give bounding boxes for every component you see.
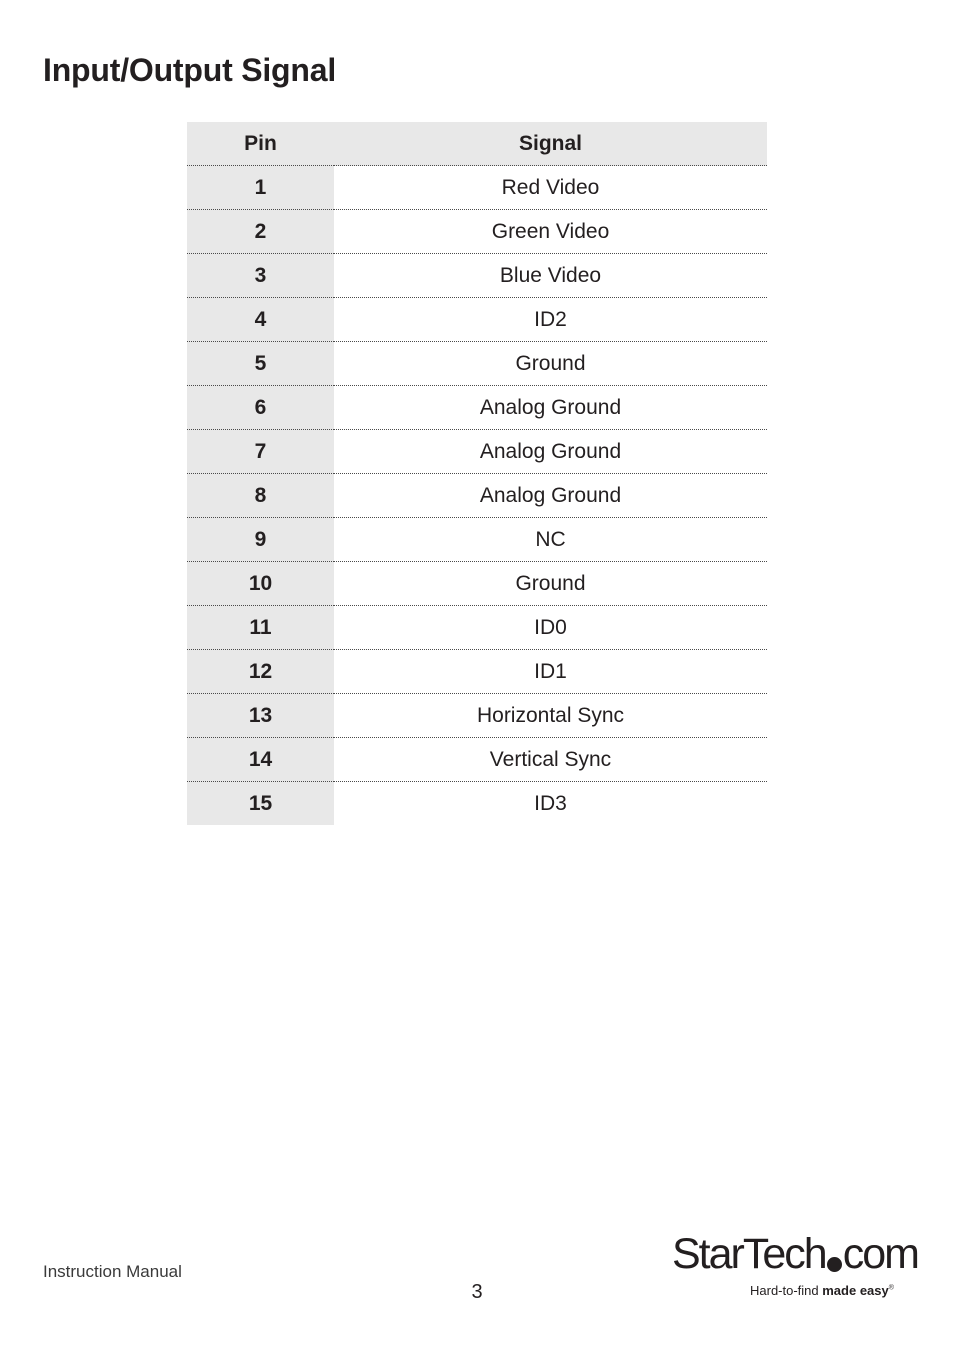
signal-name: ID2 [334,298,767,342]
logo-tagline [750,1283,894,1298]
table-row [187,562,767,606]
logo-wordmark [672,1228,918,1280]
page-number: 3 [471,1281,483,1303]
logo-tagline-regular: Hard-to-find [750,1283,823,1298]
pin-number: 13 [187,694,334,738]
pin-number: 10 [187,562,334,606]
table-row [187,518,767,562]
signal-name: Green Video [334,210,767,254]
logo-brand-name: StarTech [672,1230,826,1278]
table-row [187,298,767,342]
table-row [187,430,767,474]
signal-name: NC [334,518,767,562]
signal-name: Vertical Sync [334,738,767,782]
table-row [187,254,767,298]
table-row [187,474,767,518]
table-row [187,210,767,254]
signal-name: ID3 [334,782,767,826]
pin-number: 6 [187,386,334,430]
page-title: Input/Output Signal [43,52,337,88]
logo-tagline-bold: made easy [822,1283,889,1298]
table-row [187,694,767,738]
table-body [187,166,767,826]
table-row [187,738,767,782]
signal-column-header: Signal [334,122,767,166]
signal-name: Analog Ground [334,386,767,430]
signal-name: Analog Ground [334,430,767,474]
pin-signal-table [187,122,767,825]
table-row [187,342,767,386]
registered-mark: ® [888,1284,894,1292]
pin-number: 2 [187,210,334,254]
signal-name: Red Video [334,166,767,210]
pin-number: 7 [187,430,334,474]
pin-number: 14 [187,738,334,782]
signal-name: Blue Video [334,254,767,298]
table-row [187,386,767,430]
pin-number: 3 [187,254,334,298]
signal-name: Analog Ground [334,474,767,518]
pin-number: 11 [187,606,334,650]
startech-logo [672,1228,918,1308]
signal-name: ID1 [334,650,767,694]
table-row [187,650,767,694]
logo-dot-icon [827,1257,842,1272]
pin-number: 4 [187,298,334,342]
pin-number: 12 [187,650,334,694]
footer-manual-label: Instruction Manual [43,1262,182,1281]
signal-name: ID0 [334,606,767,650]
table-header-row [187,122,767,166]
logo-brand-suffix: com [842,1230,918,1278]
table-row [187,606,767,650]
table-row [187,782,767,826]
pin-number: 9 [187,518,334,562]
pin-number: 5 [187,342,334,386]
pin-number: 1 [187,166,334,210]
signal-name: Horizontal Sync [334,694,767,738]
table-row [187,166,767,210]
signal-name: Ground [334,562,767,606]
pin-number: 15 [187,782,334,826]
pin-column-header: Pin [187,122,334,166]
signal-name: Ground [334,342,767,386]
pin-number: 8 [187,474,334,518]
